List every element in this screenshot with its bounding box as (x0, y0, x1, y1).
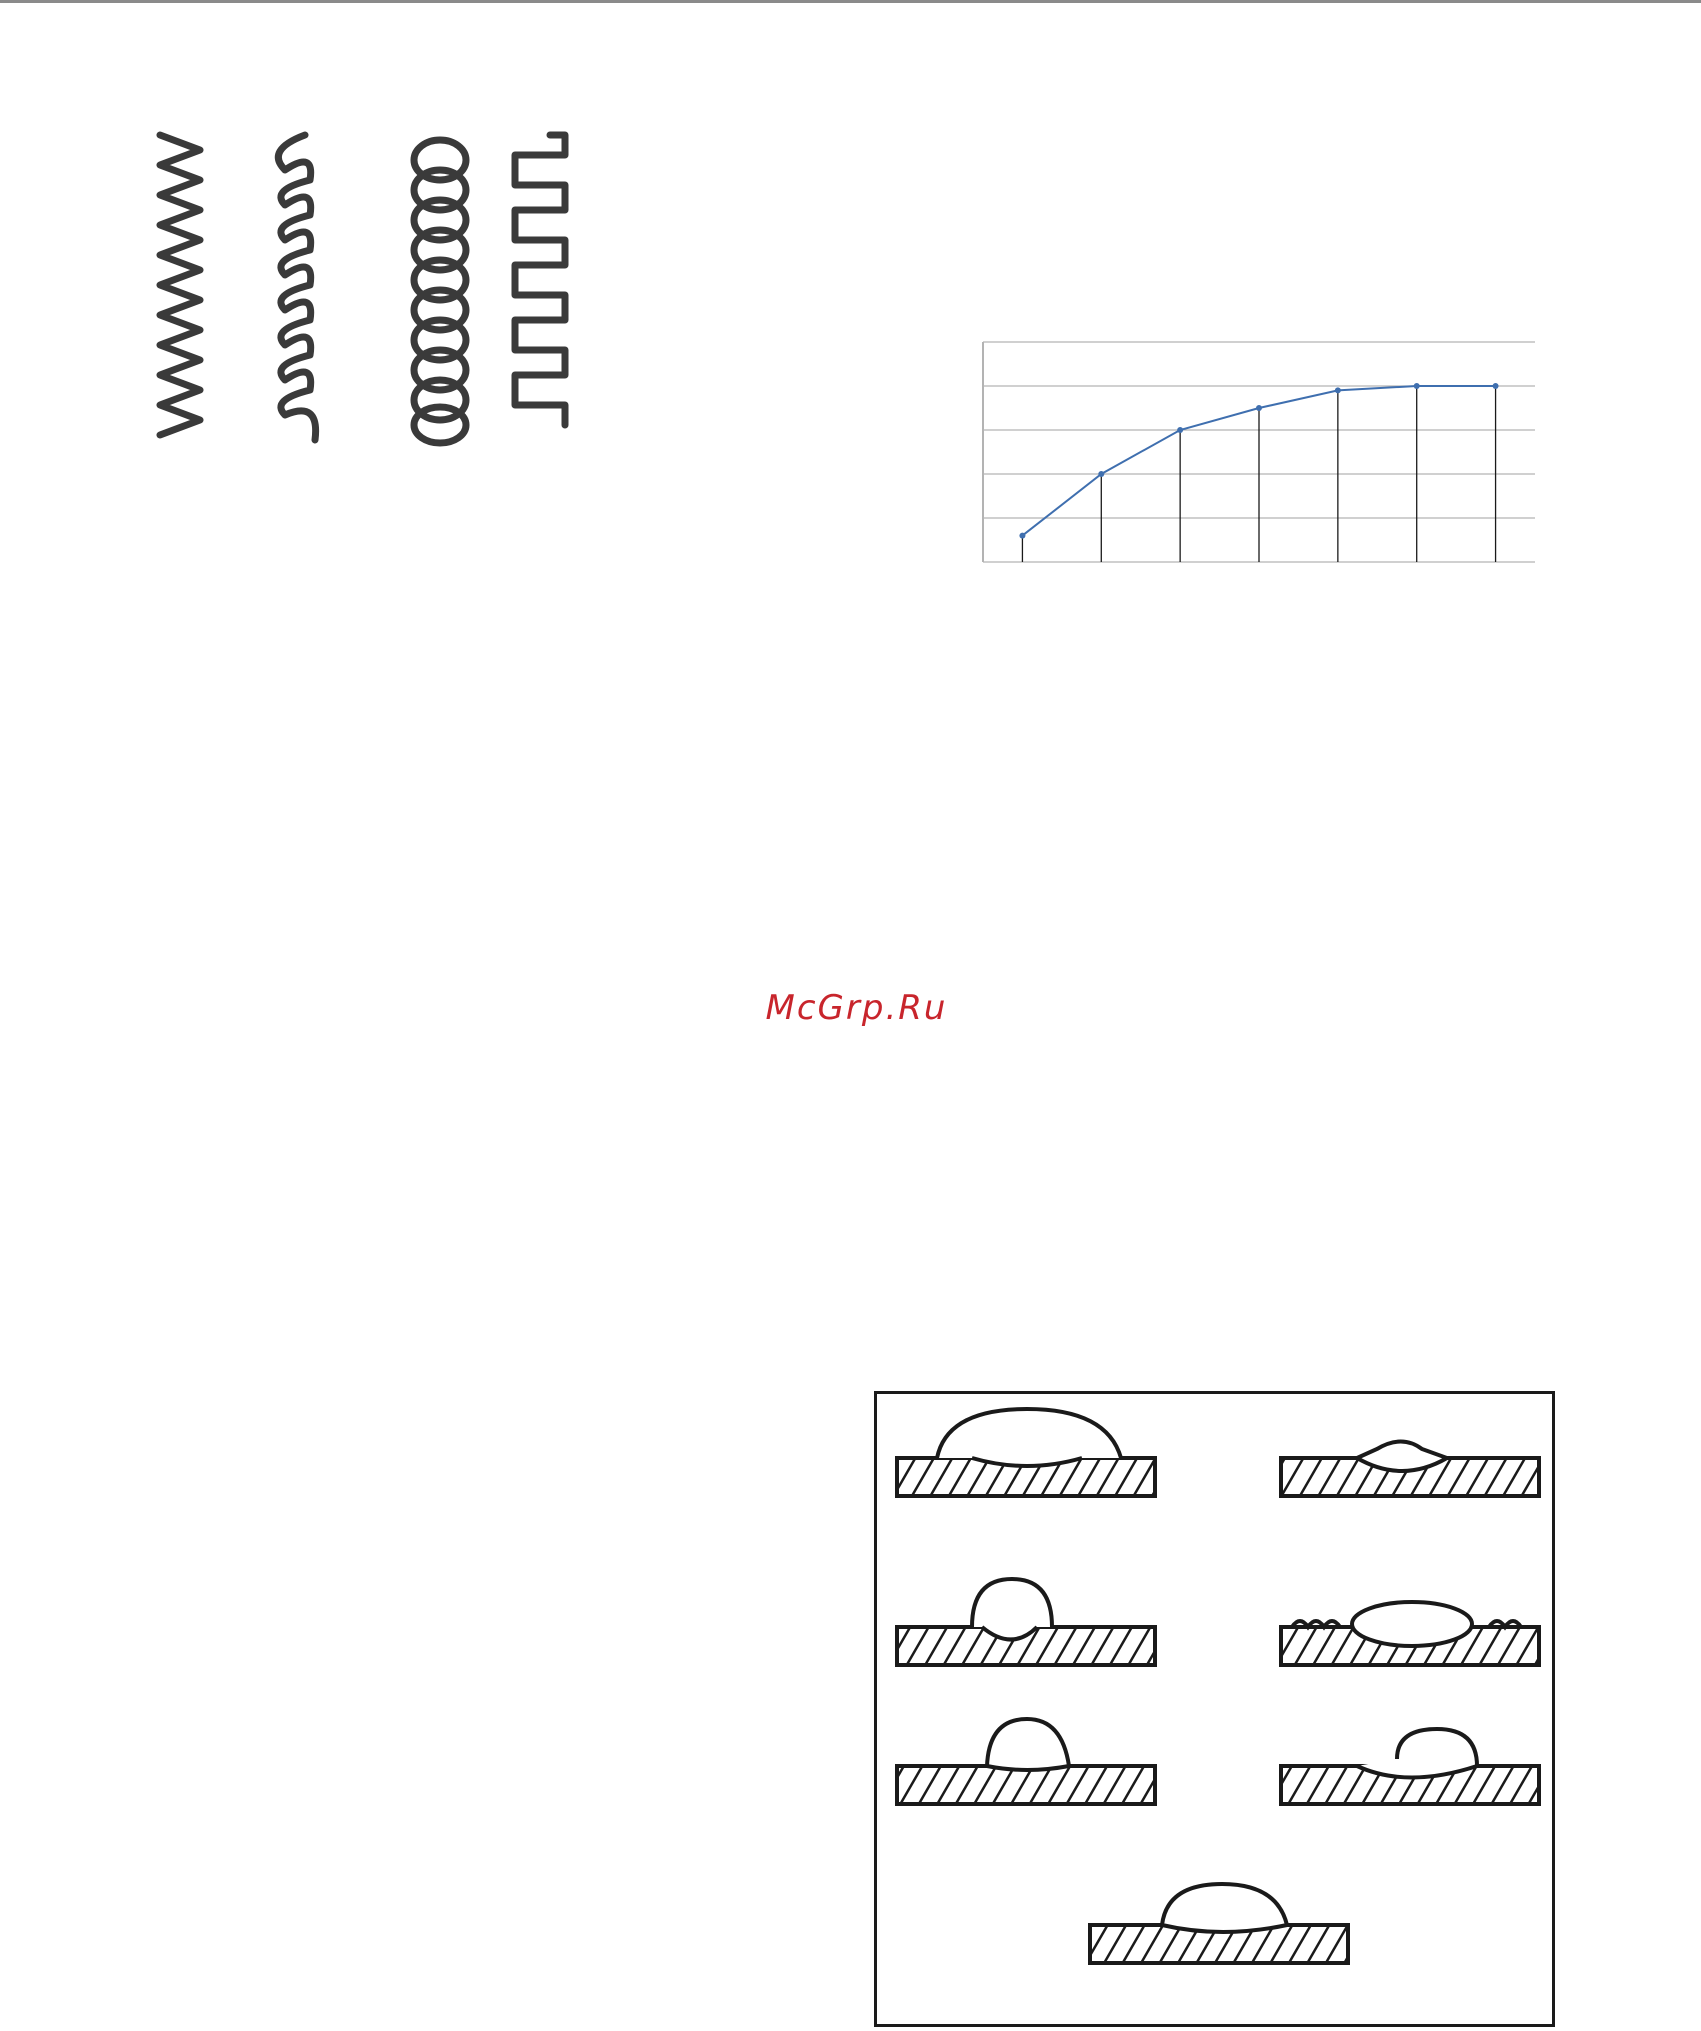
square-weave-icon (515, 135, 565, 425)
zigzag-weave-icon (160, 135, 200, 435)
small-concave-bead-icon (1281, 1442, 1539, 1497)
line-chart (975, 330, 1550, 590)
weld-bead-svg (877, 1394, 1558, 2030)
wide-flat-bead-icon (897, 1409, 1155, 1496)
crescent-weave-icon (278, 135, 315, 440)
watermark: McGrp.Ru (765, 988, 948, 1028)
chart-svg (975, 330, 1550, 590)
spatter-bead-icon (1281, 1602, 1539, 1665)
data-point (1177, 427, 1183, 433)
narrow-high-bead-icon (897, 1579, 1155, 1665)
correct-bead-icon (1090, 1884, 1348, 1963)
weld-bead-figure (874, 1391, 1555, 2027)
weave-patterns-svg (130, 120, 600, 460)
data-point (1256, 405, 1262, 411)
circular-weave-icon (414, 140, 466, 443)
undercut-bead-icon (1281, 1729, 1539, 1804)
tall-round-bead-icon (897, 1719, 1155, 1804)
data-point (1335, 387, 1341, 393)
weave-patterns-figure (130, 120, 600, 460)
page-top-rule (0, 0, 1701, 3)
data-point (1493, 383, 1499, 389)
data-point (1414, 383, 1420, 389)
data-point (1098, 471, 1104, 477)
data-point (1019, 533, 1025, 539)
